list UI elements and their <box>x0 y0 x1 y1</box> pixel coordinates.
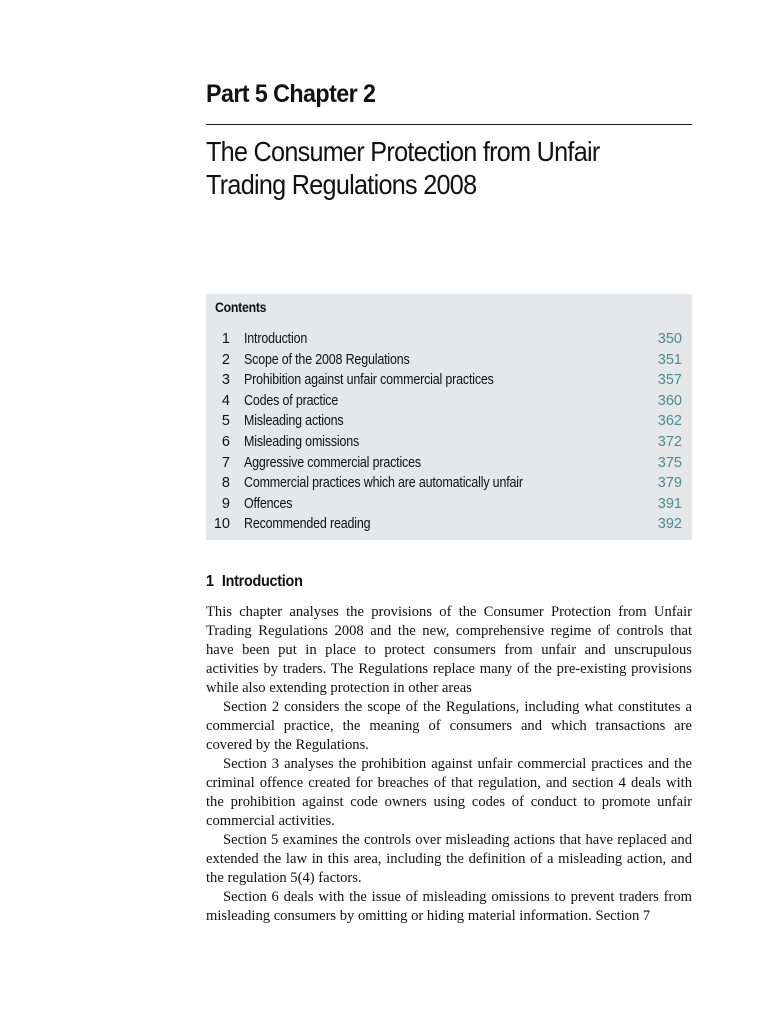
contents-item-label: Offences <box>244 495 293 512</box>
contents-item-page-link[interactable]: 375 <box>657 454 682 471</box>
contents-item-page-link[interactable]: 360 <box>657 392 682 409</box>
paragraph: This chapter analyses the provisions of the Consumer Protection from Unfair Trading Regulations 2008 and the new, comprehensive regime of controls that have been put in place to protect consumers from unfair and unscrupulous activities by traders. The Regulations replace many of the pre-existing provisions while also extending protection in other areas <box>206 604 692 696</box>
contents-item[interactable] <box>206 432 692 453</box>
contents-item-label: Aggressive commercial practices <box>244 454 421 471</box>
contents-item-number: 10 <box>213 516 230 533</box>
contents-item[interactable] <box>206 350 692 371</box>
contents-item-page-link[interactable]: 351 <box>657 351 682 368</box>
contents-item-number: 3 <box>221 372 230 389</box>
contents-heading: Contents <box>215 299 267 315</box>
contents-item[interactable] <box>206 494 692 515</box>
contents-item-number: 1 <box>221 331 230 347</box>
chapter-title: The Consumer Protection from Unfair Trading Regulations 2008 <box>206 136 600 200</box>
contents-item[interactable] <box>206 473 692 494</box>
contents-item[interactable] <box>206 514 692 535</box>
section-heading <box>206 573 303 591</box>
body-text <box>206 603 692 926</box>
paragraph: Section 5 examines the controls over misleading actions that have replaced and extended the law in this area, including the definition of a misleading action, and the regulation 5(4) factors. <box>206 832 692 886</box>
contents-item-label: Commercial practices which are automatically unfair <box>244 475 523 492</box>
contents-item-page-link[interactable]: 392 <box>657 516 682 533</box>
contents-item-number: 9 <box>221 495 230 512</box>
part-chapter-label: Part 5 Chapter 2 <box>206 80 376 108</box>
contents-item-number: 4 <box>221 392 230 409</box>
paragraph: Section 2 considers the scope of the Regulations, including what constitutes a commercial practice, the meaning of consumers and which transactions are covered by the Regulations. <box>206 699 692 753</box>
contents-list <box>206 329 692 535</box>
contents-item[interactable] <box>206 329 692 350</box>
contents-item-number: 2 <box>221 351 230 368</box>
contents-item-page-link[interactable]: 350 <box>657 331 682 347</box>
contents-item-page-link[interactable]: 362 <box>657 413 682 430</box>
title-divider <box>206 124 692 125</box>
contents-item-page-link[interactable]: 357 <box>657 372 682 389</box>
contents-item-label: Recommended reading <box>244 516 371 533</box>
contents-item-label: Introduction <box>244 331 308 347</box>
contents-item-page-link[interactable]: 391 <box>657 495 682 512</box>
contents-item-page-link[interactable]: 379 <box>657 475 682 492</box>
contents-item-number: 8 <box>221 475 230 492</box>
contents-item-label: Prohibition against unfair commercial practices <box>244 372 494 389</box>
contents-item[interactable] <box>206 391 692 412</box>
contents-item-label: Scope of the 2008 Regulations <box>244 351 410 368</box>
contents-item-label: Misleading omissions <box>244 433 360 450</box>
contents-item-page-link[interactable]: 372 <box>657 433 682 450</box>
contents-item-label: Codes of practice <box>244 392 339 409</box>
paragraph: Section 3 analyses the prohibition against unfair commercial practices and the criminal offence created for breaches of that regulation, and section 4 deals with the prohibition against code owners using codes of conduct to promote unfair commercial activities. <box>206 756 692 829</box>
contents-item[interactable] <box>206 370 692 391</box>
contents-item-label: Misleading actions <box>244 413 344 430</box>
contents-item[interactable] <box>206 411 692 432</box>
contents-item[interactable] <box>206 453 692 474</box>
section-number: 1 <box>206 573 214 590</box>
contents-item-number: 7 <box>221 454 230 471</box>
contents-item-number: 6 <box>221 433 230 450</box>
paragraph: Section 6 deals with the issue of misleading omissions to prevent traders from misleading consumers by omitting or hiding material information. Section 7 <box>206 889 692 924</box>
section-title: Introduction <box>221 573 303 590</box>
contents-item-number: 5 <box>221 413 230 430</box>
